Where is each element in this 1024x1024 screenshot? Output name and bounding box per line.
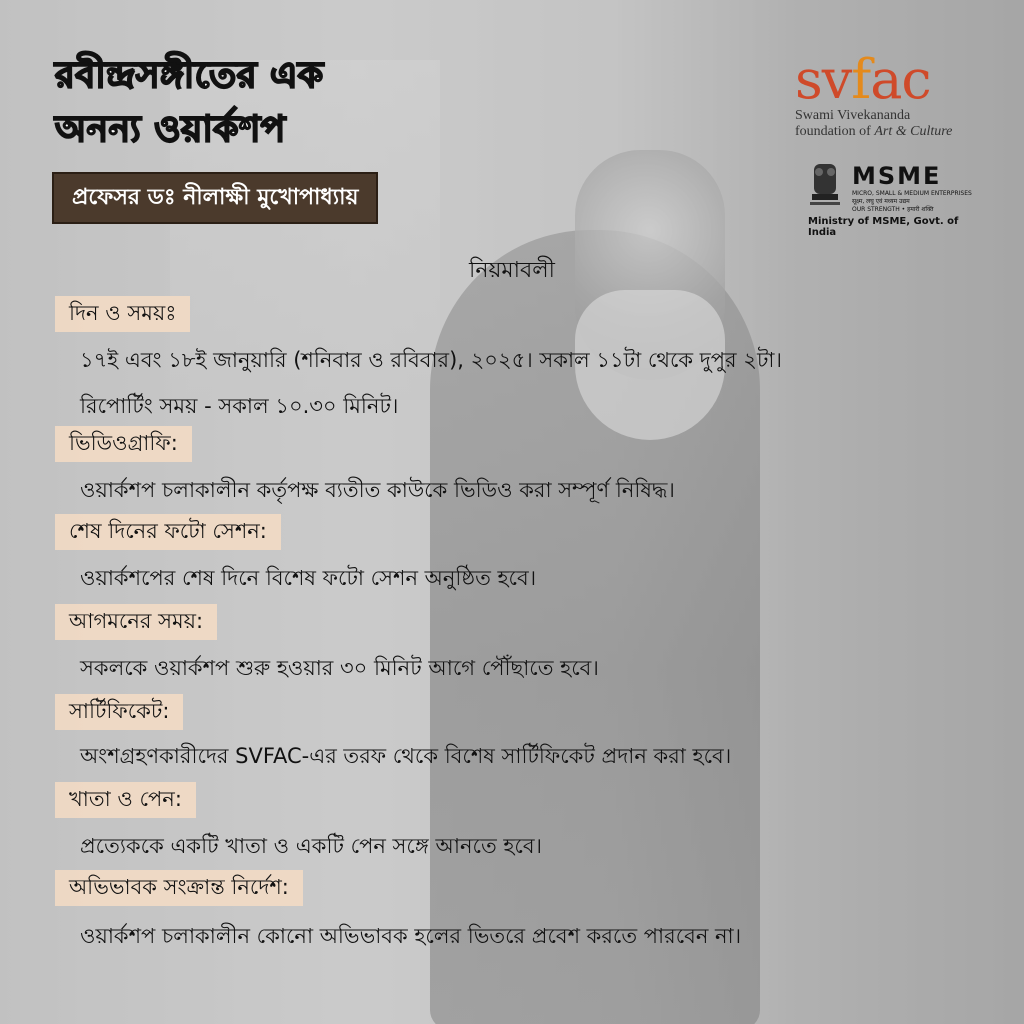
section-line: ওয়ার্কশপ চলাকালীন কর্তৃপক্ষ ব্যতীত কাউকে ভিডিও করা সম্পূর্ণ নিষিদ্ধ।: [80, 478, 675, 502]
section-line: অংশগ্রহণকারীদের SVFAC-এর তরফ থেকে বিশেষ সার্টিফিকেট প্রদান করা হবে।: [80, 744, 732, 768]
msme-logo: [808, 160, 978, 238]
national-emblem-icon: [808, 160, 842, 212]
rules-title: নিয়মাবলী: [469, 258, 555, 283]
section-heading-date-time: দিন ও সময়ঃ: [55, 296, 190, 332]
title-line-1: রবীন্দ্রসঙ্গীতের এক: [55, 55, 324, 96]
section-line: সকলকে ওয়ার্কশপ শুরু হওয়ার ৩০ মিনিট আগে পৌঁছাতে হবে।: [80, 656, 599, 680]
msme-subtitle: MICRO, SMALL & MEDIUM ENTERPRISES सूक्ष्म, लघु एवं मध्यम उद्यम OUR STRENGTH • हमारी शक्ति: [852, 190, 972, 213]
ministry-label: Ministry of MSME, Govt. of India: [808, 216, 959, 238]
title-line-2: অনন্য ওয়ার্কশপ: [55, 109, 286, 150]
professor-banner: [52, 172, 378, 224]
section-heading-photo-session: শেষ দিনের ফটো সেশন:: [55, 514, 281, 550]
section-heading-notebook-pen: খাতা ও পেন:: [55, 782, 196, 818]
professor-name: প্রফেসর ডঃ নীলাক্ষী মুখোপাধ্যায়: [72, 184, 359, 210]
section-line: ওয়ার্কশপ চলাকালীন কোনো অভিভাবক হলের ভিতরে প্রবেশ করতে পারবেন না।: [80, 924, 742, 948]
svfac-tagline-2: foundation of Art & Culture: [795, 124, 953, 139]
svfac-wordmark: svfac: [795, 48, 931, 111]
svfac-tagline-1: Swami Vivekananda: [795, 108, 911, 123]
section-heading-videography: ভিডিওগ্রাফি:: [55, 426, 192, 462]
section-heading-certificate: সার্টিফিকেট:: [55, 694, 183, 730]
section-heading-arrival-time: আগমনের সময়:: [55, 604, 217, 640]
svfac-logo: [795, 48, 1005, 140]
section-line: রিপোর্টিং সময় - সকাল ১০.৩০ মিনিট।: [80, 394, 399, 418]
section-line: প্রত্যেককে একটি খাতা ও একটি পেন সঙ্গে আনতে হবে।: [80, 834, 543, 858]
section-line: ১৭ই এবং ১৮ই জানুয়ারি (শনিবার ও রবিবার), ২০২৫। সকাল ১১টা থেকে দুপুর ২টা।: [80, 348, 782, 372]
section-line: ওয়ার্কশপের শেষ দিনে বিশেষ ফটো সেশন অনুষ্ঠিত হবে।: [80, 566, 537, 590]
msme-wordmark: MSME: [852, 162, 942, 190]
section-heading-guardian-instructions: অভিভাবক সংক্রান্ত নির্দেশ:: [55, 870, 303, 906]
